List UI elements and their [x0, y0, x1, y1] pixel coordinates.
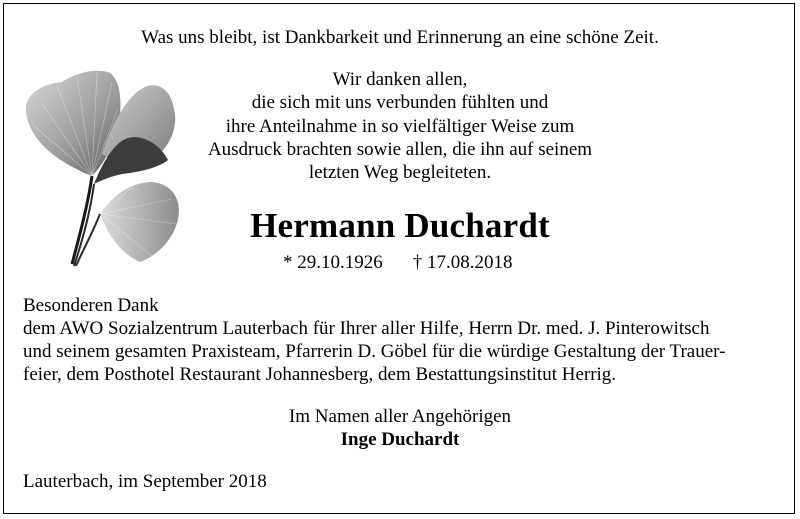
birth-date: * 29.10.1926 — [283, 252, 383, 273]
special-thanks-line: feier, dem Posthotel Restaurant Johannesberg, dem Bestattungsinstitut Herrig. — [23, 364, 617, 385]
thanks-line: die sich mit uns verbunden fühlten und — [251, 92, 549, 114]
sign-intro: Im Namen aller Angehörigen — [288, 406, 512, 427]
motto: Was uns bleibt, ist Dankbarkeit und Erinnerung an eine schöne Zeit. — [141, 27, 659, 48]
thanks-line: letzten Weg begleiteten. — [308, 162, 492, 184]
special-thanks-line: dem AWO Sozialzentrum Lauterbach für Ihrer aller Hilfe, Herrn Dr. med. J. Pinterowitsch — [23, 318, 710, 339]
special-thanks-heading: Besonderen Dank — [23, 295, 159, 316]
place-date: Lauterbach, im September 2018 — [23, 471, 267, 492]
signer-name: Inge Duchardt — [340, 429, 460, 450]
special-thanks — [23, 294, 795, 386]
thanks-line: ihre Anteilnahme in so vielfältiger Weise zum — [225, 115, 575, 137]
death-date: † 17.08.2018 — [412, 252, 513, 273]
thanks-line: Wir danken allen, — [332, 69, 468, 90]
deceased-name: Hermann Duchardt — [250, 206, 550, 245]
signature-block — [0, 405, 800, 451]
thanks-paragraph — [140, 68, 660, 184]
thanks-line: Ausdruck brachten sowie allen, die ihn auf seinem — [207, 138, 593, 160]
special-thanks-line: und seinem gesamten Praxisteam, Pfarrerin D. Göbel für die würdige Gestaltung der Trauer- — [23, 341, 726, 362]
life-dates — [283, 251, 513, 274]
